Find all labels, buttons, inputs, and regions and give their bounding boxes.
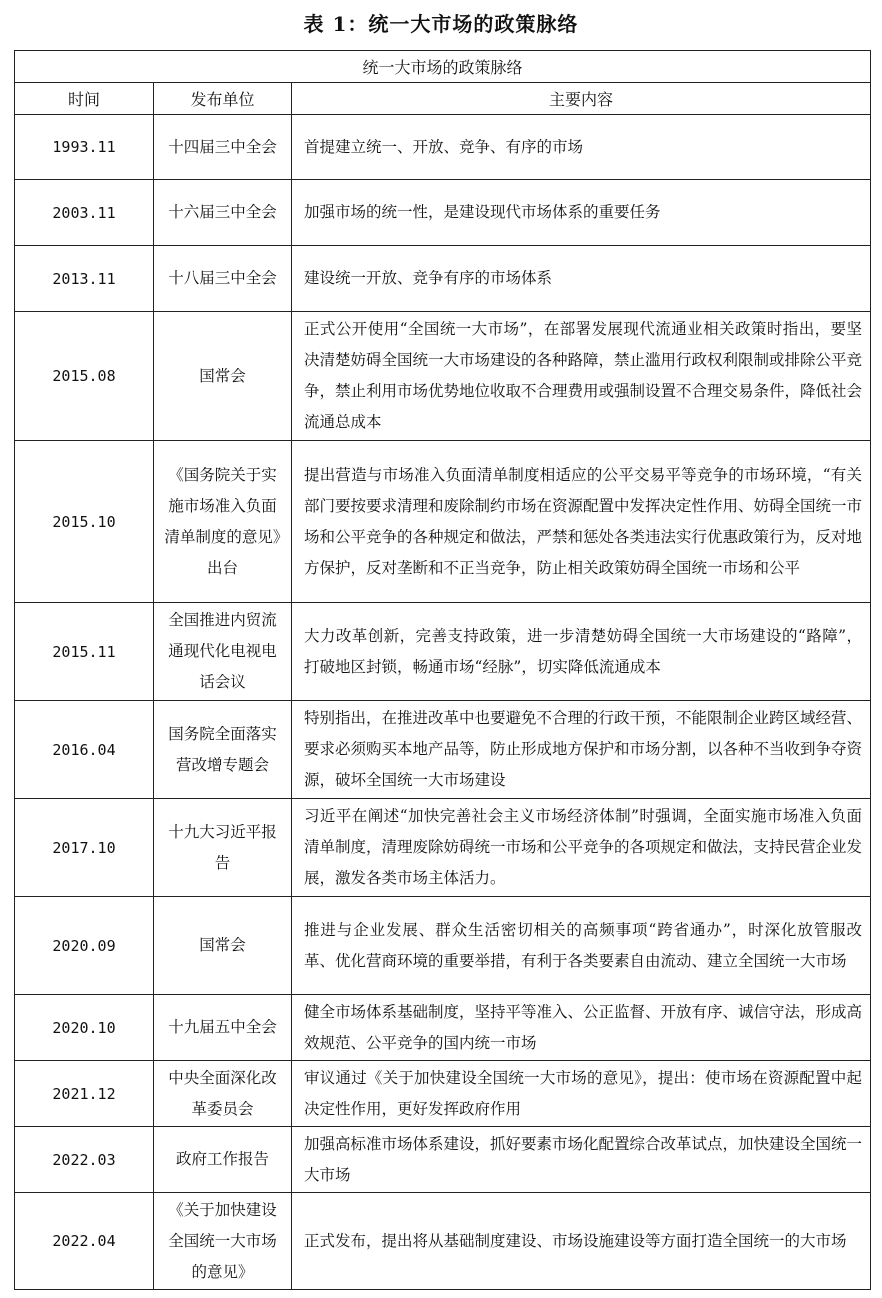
- row-issuer: 《关于加快建设全国统一大市场的意见》: [154, 1193, 292, 1290]
- row-time: 2020.10: [15, 995, 154, 1061]
- table-row: [15, 246, 871, 312]
- row-content: 提出营造与市场准入负面清单制度相适应的公平交易平等竞争的市场环境，“有关部门要按要求清理和废除制约市场在资源配置中发挥决定性作用、妨碍全国统一市场和公平竞争的各种规定和做法，严禁和惩处各类违法实行优惠政策行为，反对地方保护，反对垄断和不正当竞争，防止相关政策妨碍全国统一市场和公平: [292, 441, 871, 603]
- row-time: 2017.10: [15, 799, 154, 897]
- row-issuer: 十九届五中全会: [154, 995, 292, 1061]
- row-content: 加强市场的统一性，是建设现代市场体系的重要任务: [292, 180, 871, 246]
- row-content: 健全市场体系基础制度，坚持平等准入、公正监督、开放有序、诚信守法，形成高效规范、公平竞争的国内统一市场: [292, 995, 871, 1061]
- row-issuer: 全国推进内贸流通现代化电视电话会议: [154, 603, 292, 701]
- row-issuer: 中央全面深化改革委员会: [154, 1061, 292, 1127]
- header-content: 主要内容: [292, 83, 871, 115]
- row-content: 审议通过《关于加快建设全国统一大市场的意见》，提出：使市场在资源配置中起决定性作用，更好发挥政府作用: [292, 1061, 871, 1127]
- table-row: [15, 799, 871, 897]
- row-content: 推进与企业发展、群众生活密切相关的高频事项“跨省通办”，时深化放管服改革、优化营商环境的重要举措，有利于各类要素自由流动、建立全国统一大市场: [292, 897, 871, 995]
- row-time: 2013.11: [15, 246, 154, 312]
- row-issuer: 国务院全面落实营改增专题会: [154, 701, 292, 799]
- row-time: 2003.11: [15, 180, 154, 246]
- row-time: 2016.04: [15, 701, 154, 799]
- table-header-row: [15, 83, 871, 115]
- row-time: 2020.09: [15, 897, 154, 995]
- row-issuer: 十九大习近平报告: [154, 799, 292, 897]
- row-time: 2015.08: [15, 312, 154, 441]
- table-row: [15, 701, 871, 799]
- row-time: 2021.12: [15, 1061, 154, 1127]
- table-title-row: [15, 51, 871, 83]
- row-issuer: 政府工作报告: [154, 1127, 292, 1193]
- row-content: 习近平在阐述“加快完善社会主义市场经济体制”时强调，全面实施市场准入负面清单制度，清理废除妨碍统一市场和公平竞争的各项规定和做法，支持民营企业发展，激发各类市场主体活力。: [292, 799, 871, 897]
- row-issuer: 国常会: [154, 312, 292, 441]
- table-row: [15, 312, 871, 441]
- row-issuer: 十八届三中全会: [154, 246, 292, 312]
- table-row: [15, 897, 871, 995]
- table-row: [15, 603, 871, 701]
- table-row: [15, 995, 871, 1061]
- row-content: 正式发布，提出将从基础制度建设、市场设施建设等方面打造全国统一的大市场: [292, 1193, 871, 1290]
- table-row: [15, 1061, 871, 1127]
- table-row: [15, 180, 871, 246]
- row-time: 2022.03: [15, 1127, 154, 1193]
- table-row: [15, 1127, 871, 1193]
- row-content: 首提建立统一、开放、竞争、有序的市场: [292, 115, 871, 180]
- row-time: 2022.04: [15, 1193, 154, 1290]
- policy-timeline-table: [14, 50, 871, 1290]
- row-time: 1993.11: [15, 115, 154, 180]
- table-title: 统一大市场的政策脉络: [15, 51, 871, 83]
- table-caption: 表 1：统一大市场的政策脉络: [303, 12, 579, 36]
- table-row: [15, 115, 871, 180]
- header-time: 时间: [15, 83, 154, 115]
- row-content: 加强高标准市场体系建设，抓好要素市场化配置综合改革试点，加快建设全国统一大市场: [292, 1127, 871, 1193]
- table-row: [15, 1193, 871, 1290]
- row-time: 2015.10: [15, 441, 154, 603]
- row-issuer: 十四届三中全会: [154, 115, 292, 180]
- row-content: 正式公开使用“全国统一大市场”，在部署发展现代流通业相关政策时指出，要坚决清楚妨碍全国统一大市场建设的各种路障，禁止滥用行政权利限制或排除公平竞争，禁止利用市场优势地位收取不合理费用或强制设置不合理交易条件，降低社会流通总成本: [292, 312, 871, 441]
- row-content: 大力改革创新，完善支持政策，进一步清楚妨碍全国统一大市场建设的“路障”，打破地区封锁，畅通市场“经脉”，切实降低流通成本: [292, 603, 871, 701]
- row-issuer: 《国务院关于实施市场准入负面清单制度的意见》出台: [154, 441, 292, 603]
- row-content: 建设统一开放、竞争有序的市场体系: [292, 246, 871, 312]
- row-content: 特别指出，在推进改革中也要避免不合理的行政干预，不能限制企业跨区域经营、要求必须购买本地产品等，防止形成地方保护和市场分割，以各种不当收到争夺资源，破坏全国统一大市场建设: [292, 701, 871, 799]
- row-issuer: 十六届三中全会: [154, 180, 292, 246]
- row-time: 2015.11: [15, 603, 154, 701]
- table-row: [15, 441, 871, 603]
- header-issuer: 发布单位: [154, 83, 292, 115]
- row-issuer: 国常会: [154, 897, 292, 995]
